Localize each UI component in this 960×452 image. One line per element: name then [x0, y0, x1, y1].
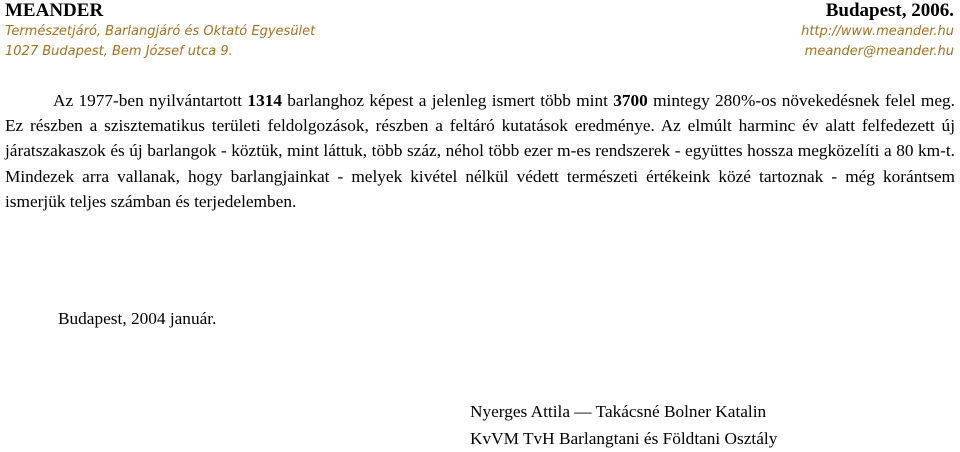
- cave-count-1977: 1314: [247, 91, 282, 110]
- header-left: [5, 0, 315, 62]
- email-link[interactable]: meander@meander.hu: [804, 44, 954, 59]
- institution: KvVM TvH Barlangtani és Földtani Osztály: [470, 429, 778, 448]
- signature-block: [470, 398, 777, 452]
- paragraph-text-1: Az 1977-ben nyilvántartott: [53, 91, 248, 110]
- cave-count-current: 3700: [613, 91, 648, 110]
- header-right: [801, 0, 954, 62]
- paragraph-text-3: mintegy 280%-os növekedésnek felel meg. Ez részben a szisztematikus területi feldolgozások, részben a feltáró kutatások eredménye. Az elmúlt harminc év alatt felfedezett új járatszakaszok és új barlangok - köztük, mint láttuk, több száz, néhol több ezer m-es rendszerek - együttes hossza megközelíti a 80 km-t. Mindezek arra vallanak, hogy barlangjainkat - melyek kivétel nélkül védett természeti értékeink közé tartoznak - még korántsem ismerjük teljes számban és terjedelemben.: [5, 91, 956, 211]
- body-paragraph: [5, 88, 955, 214]
- organization-name: MEANDER: [5, 0, 104, 21]
- authors: Nyerges Attila — Takácsné Bolner Katalin: [470, 402, 767, 421]
- website-link[interactable]: http://www.meander.hu: [801, 24, 954, 39]
- organization-full-name: Természetjáró, Barlangjáró és Oktató Egyesület: [5, 24, 316, 39]
- paragraph-text-2: barlanghoz képest a jelenleg ismert több mint: [281, 91, 614, 110]
- header-place-year: Budapest, 2006.: [825, 0, 954, 21]
- place-date: Budapest, 2004 január.: [58, 309, 217, 328]
- organization-address: 1027 Budapest, Bem József utca 9.: [5, 44, 233, 59]
